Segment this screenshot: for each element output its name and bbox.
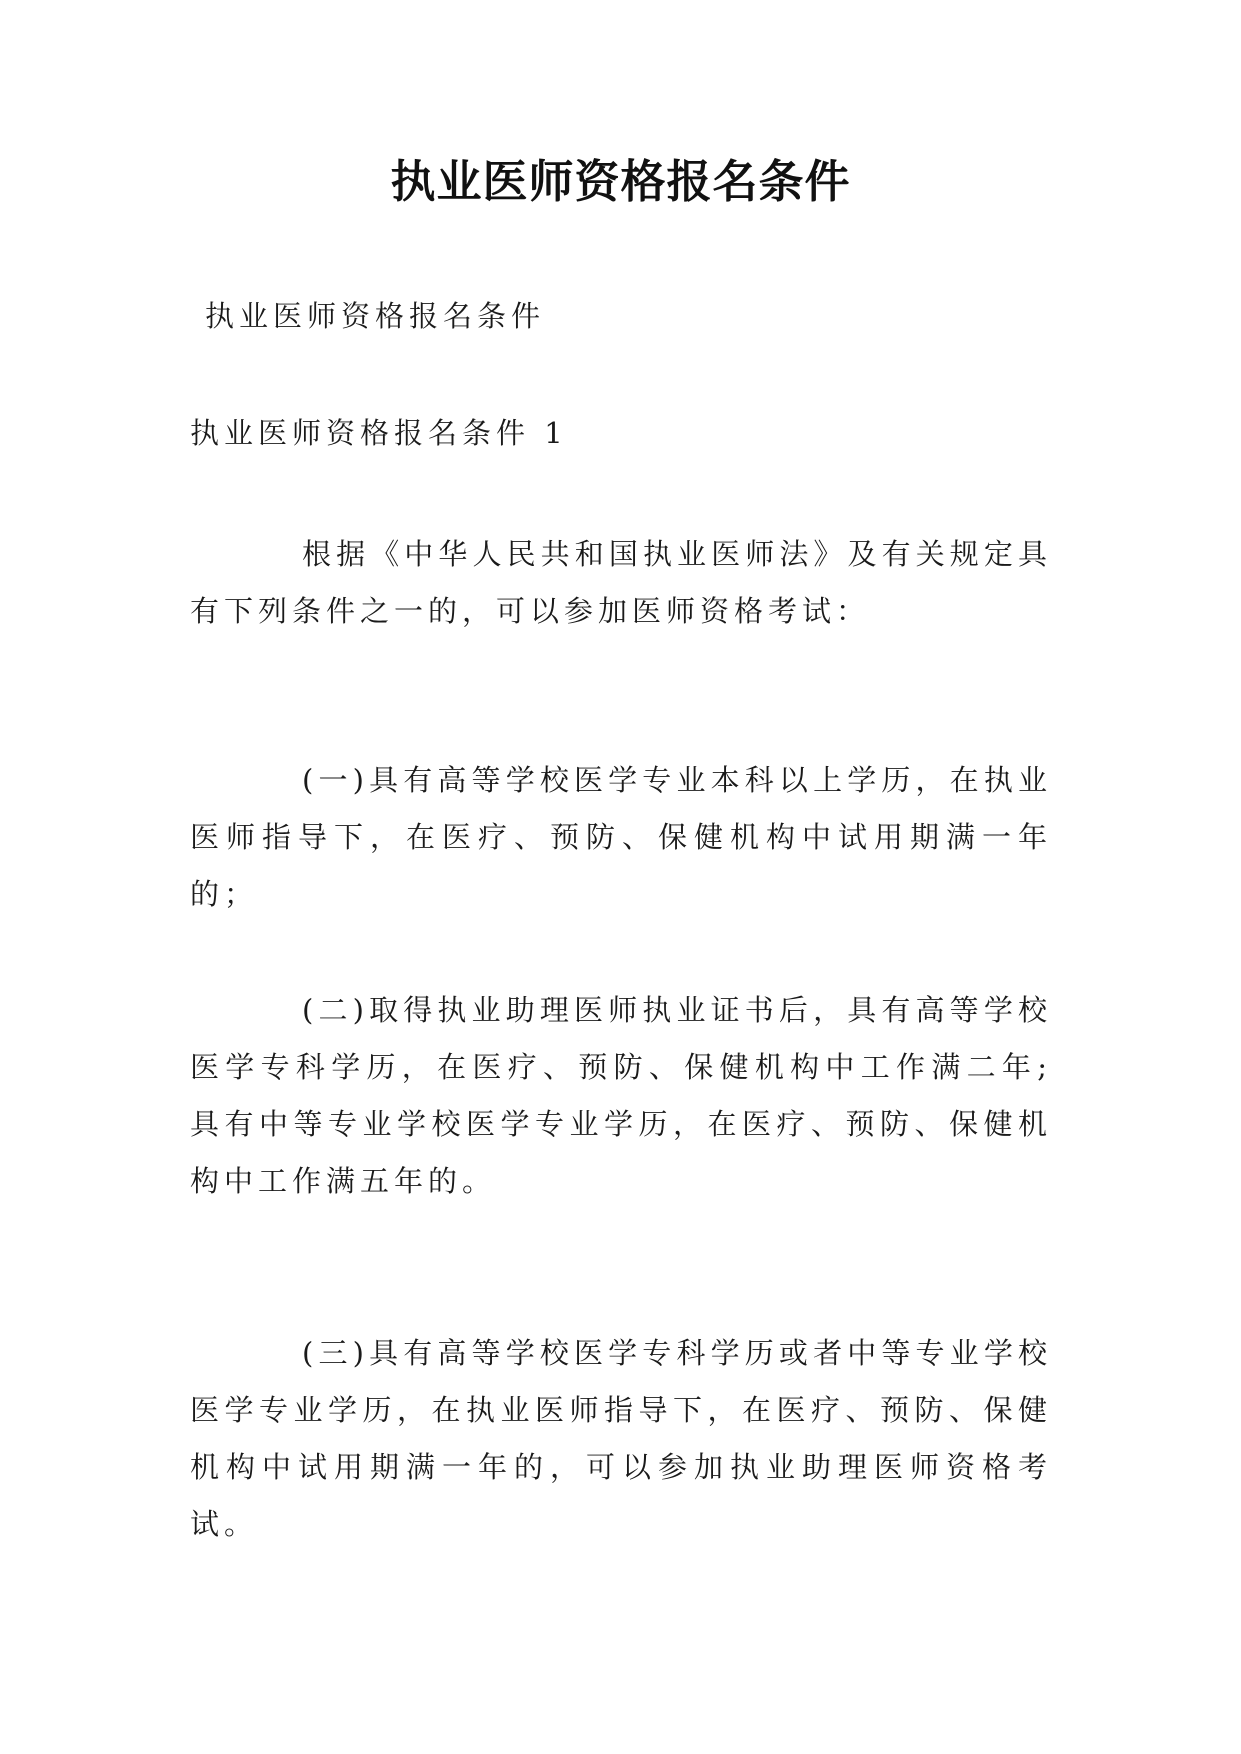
section-heading: 执业医师资格报名条件 1 — [190, 416, 568, 450]
paragraph-item-1: (一)具有高等学校医学专业本科以上学历，在执业医师指导下，在医疗、预防、保健机构中试用期满一年的； — [190, 763, 1052, 911]
paragraph-item-3: (三)具有高等学校医学专科学历或者中等专业学校医学专业学历，在执业医师指导下，在医疗、预防、保健机构中试用期满一年的，可以参加执业助理医师资格考试。 — [190, 1336, 1052, 1541]
document-subtitle: 执业医师资格报名条件 — [205, 299, 546, 333]
document-title: 执业医师资格报名条件 — [390, 155, 851, 208]
paragraph-intro: 根据《中华人民共和国执业医师法》及有关规定具有下列条件之一的，可以参加医师资格考试： — [190, 537, 1052, 628]
paragraph-item-2: (二)取得执业助理医师执业证书后，具有高等学校医学专科学历，在医疗、预防、保健机构中工作满二年;具有中等专业学校医学专业学历，在医疗、预防、保健机构中工作满五年的。 — [190, 993, 1052, 1198]
